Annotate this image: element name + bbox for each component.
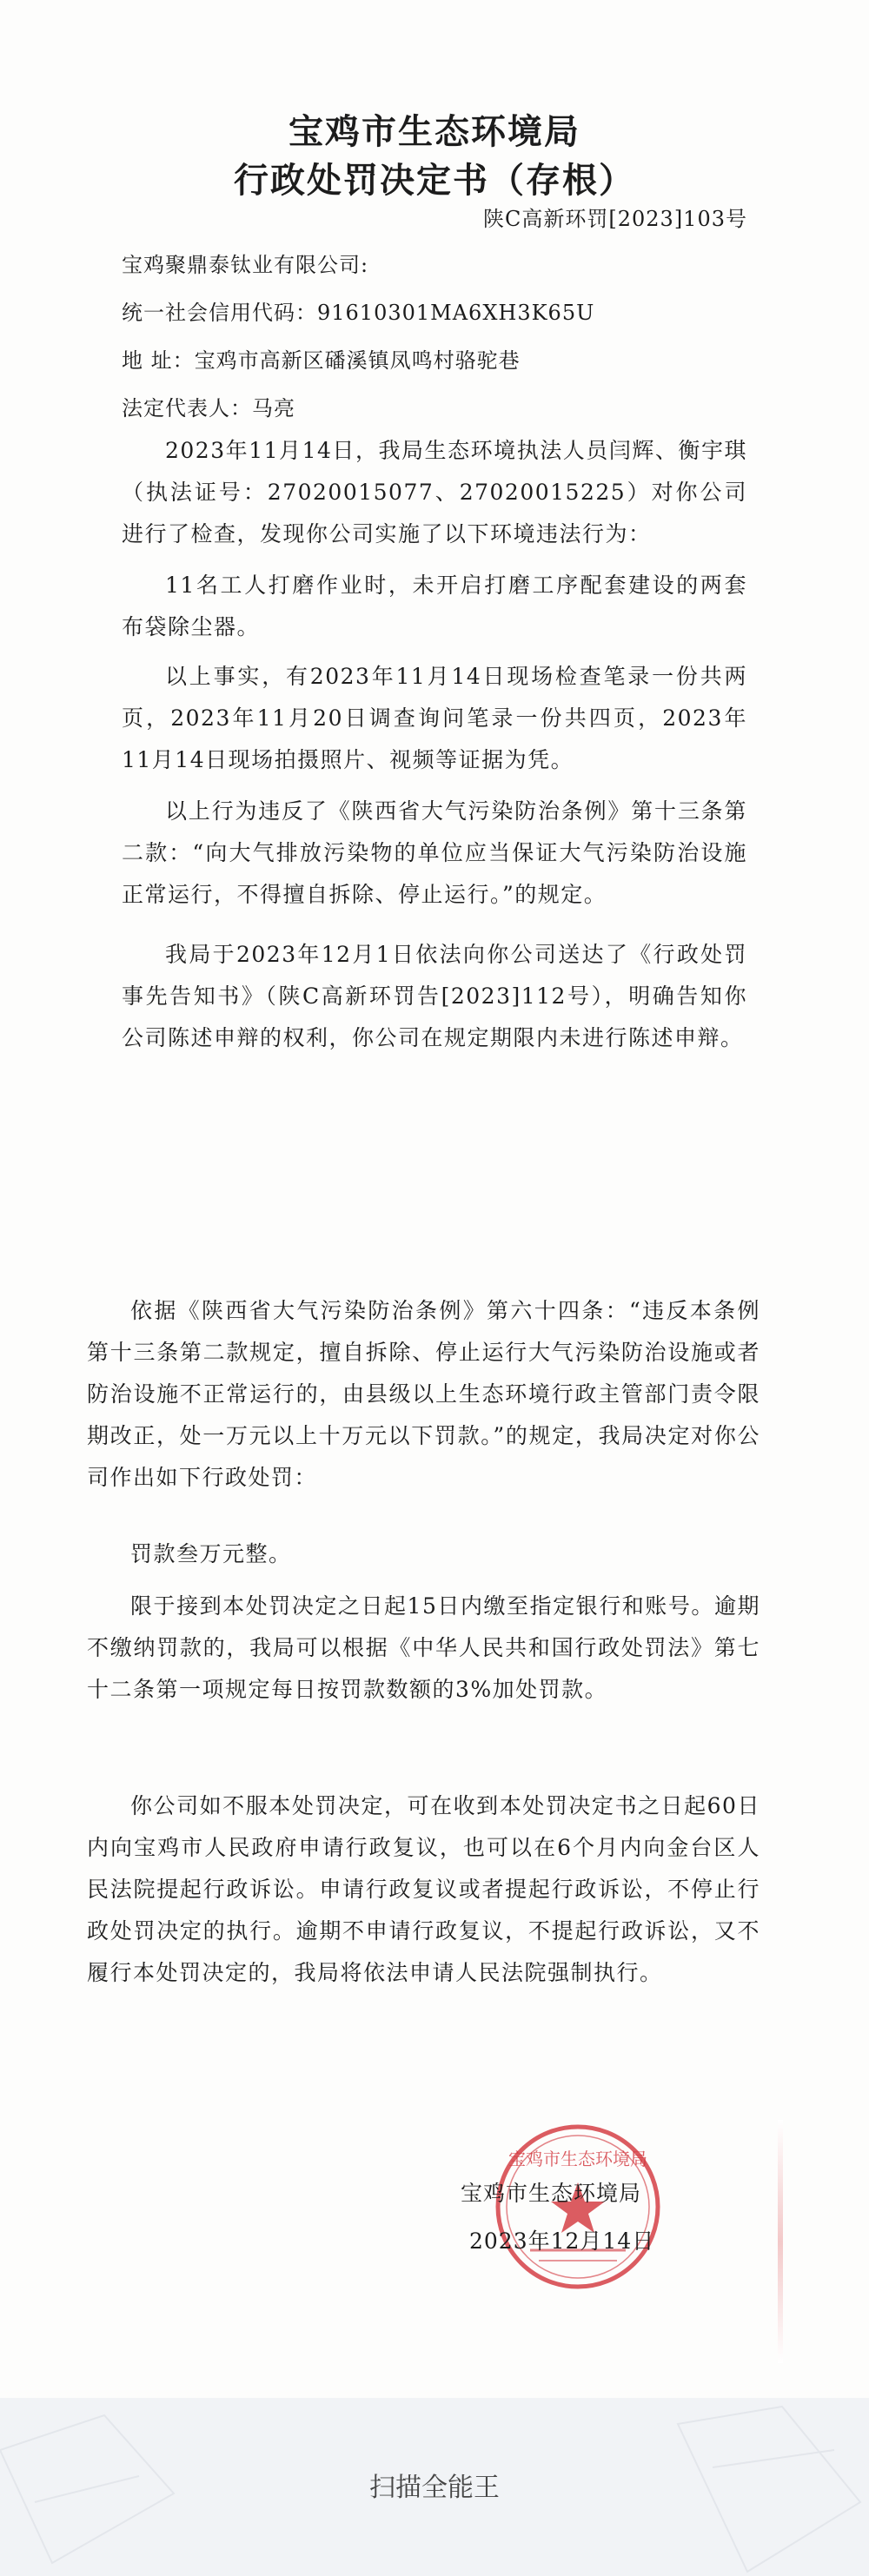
- recipient-company: 宝鸡聚鼎泰钛业有限公司:: [122, 253, 369, 277]
- payment-paragraph: 限于接到本处罚决定之日起15日内缴至指定银行和账号。逾期不缴纳罚款的，我局可以根据《中华人民共和国行政处罚法》第七十二条第一项规定每日按罚款数额的3%加处罚款。: [87, 1593, 760, 1702]
- violation-paragraph: 11名工人打磨作业时，未开启打磨工序配套建设的两套布袋除尘器。: [122, 573, 747, 639]
- legal-basis-paragraph: 依据《陕西省大气污染防治条例》第六十四条：“违反本条例第十三条第二款规定，擅自拆除、停止运行大气污染防治设施或者防治设施不正常运行的，由县级以上生态环境行政主管部门责令限期改正，处一万元以上十万元以下罚款。”的规定，我局决定对你公司作出如下行政处罚：: [87, 1298, 760, 1490]
- legal-violation-paragraph: 以上行为违反了《陕西省大气污染防治条例》第十三条第二款：“向大气排放污染物的单位应当保证大气污染防治设施正常运行，不得擅自拆除、停止运行。”的规定。: [122, 798, 747, 907]
- evidence-paragraph: 以上事实，有2023年11月14日现场检查笔录一份共两页，2023年11月20日调查询问笔录一份共四页，2023年11月14日现场拍摄照片、视频等证据为凭。: [122, 664, 747, 772]
- company-address: 地 址：宝鸡市高新区磻溪镇凤鸣村骆驼巷: [122, 348, 521, 373]
- notice-paragraph: 我局于2023年12月1日依法向你公司送达了《行政处罚事先告知书》（陕C高新环罚告[2023]112号），明确告知你公司陈述申辩的权利，你公司在规定期限内未进行陈述申辩。: [122, 942, 747, 1050]
- seal-text: 宝鸡市生态环境局: [508, 2149, 647, 2169]
- credit-code: 统一社会信用代码：91610301MA6XH3K65U: [122, 301, 595, 325]
- scanner-app-name[interactable]: 扫描全能王: [369, 2473, 500, 2503]
- legal-representative: 法定代表人：马亮: [122, 396, 295, 421]
- inspection-paragraph: 2023年11月14日，我局生态环境执法人员闫辉、衡宇琪（执法证号：27020015077、27020015225）对你公司进行了检查，发现你公司实施了以下环境违法行为：: [122, 438, 747, 546]
- document-title: 行政处罚决定书（存根）: [234, 161, 635, 201]
- signature-date: 2023年12月14日: [469, 2228, 655, 2254]
- page-edge-shadow: [778, 2120, 783, 2363]
- appeal-paragraph: 你公司如不服本处罚决定，可在收到本处罚决定书之日起60日内向宝鸡市人民政府申请行政复议，也可以在6个月内向金台区人民法院提起行政诉讼。申请行政复议或者提起行政诉讼，不停止行政处罚决定的执行。逾期不申请行政复议，不提起行政诉讼，又不履行本处罚决定的，我局将依法申请人民法院强制执行。: [87, 1793, 760, 1985]
- signature-organization: 宝鸡市生态环境局: [461, 2181, 642, 2206]
- document-number: 陕C高新环罚[2023]103号: [483, 207, 747, 231]
- penalty-paragraph: 罚款叁万元整。: [130, 1541, 292, 1566]
- document-title-agency: 宝鸡市生态环境局: [289, 112, 580, 152]
